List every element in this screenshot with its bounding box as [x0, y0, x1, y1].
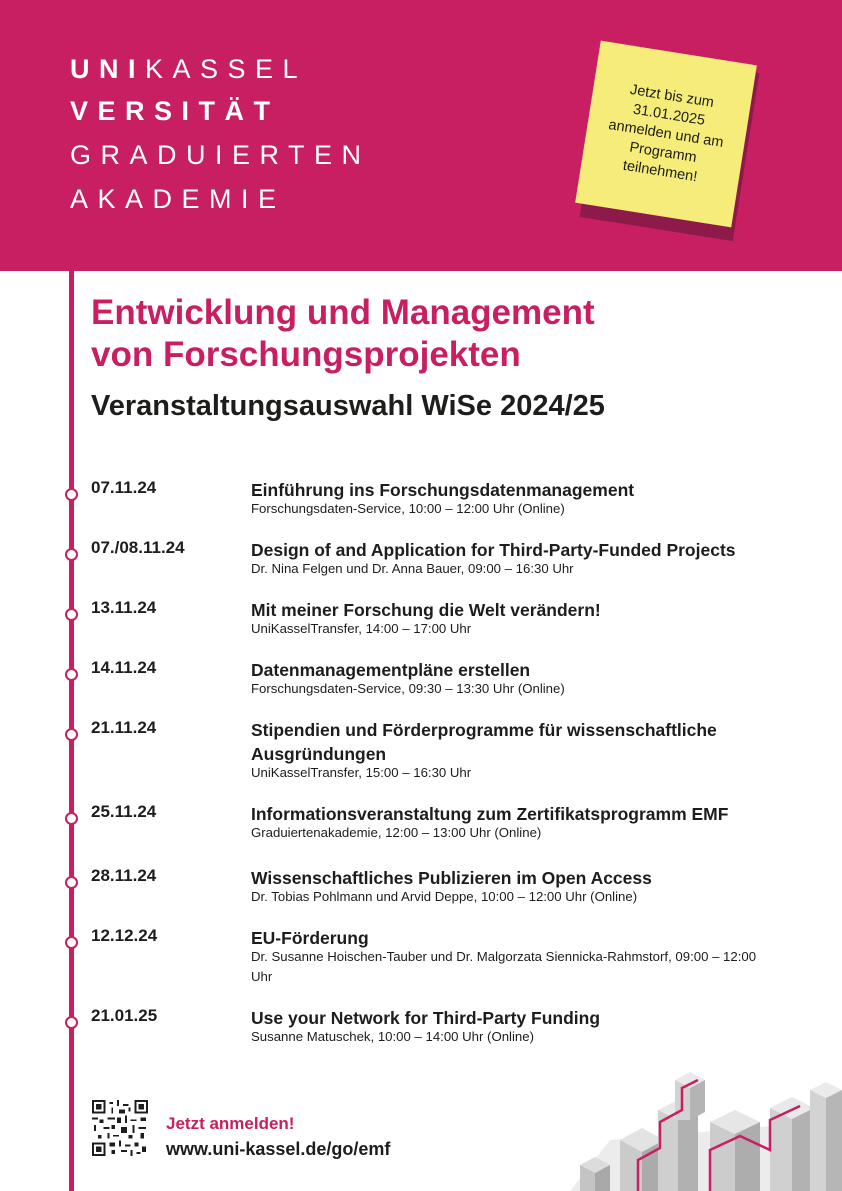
event-info: Susanne Matuschek, 10:00 – 14:00 Uhr (Online)	[251, 1029, 534, 1044]
page-title	[91, 292, 595, 376]
event-info: UniKasselTransfer, 15:00 – 16:30 Uhr	[251, 765, 472, 780]
event-title: Einführung ins Forschungsdatenmanagement	[251, 480, 635, 500]
logo-graduierten: GRADUIERTEN	[70, 140, 371, 170]
page-subtitle: Veranstaltungsauswahl WiSe 2024/25	[91, 390, 605, 422]
event-info: UniKasselTransfer, 14:00 – 17:00 Uhr	[251, 621, 472, 636]
logo-akademie: AKADEMIE	[70, 184, 286, 214]
timeline-dot	[65, 876, 78, 889]
event-title: Datenmanagementpläne erstellen	[251, 660, 531, 680]
qr-code[interactable]	[92, 1100, 148, 1156]
event-info: Dr. Susanne Hoischen-Tauber und Dr. Malgorzata Siennicka-Rahmstorf, 09:00 – 12:00 Uhr	[251, 949, 757, 984]
timeline-dot	[65, 812, 78, 825]
event-info: Graduiertenakademie, 12:00 – 13:00 Uhr (Online)	[251, 825, 542, 840]
title-line-2: von Forschungsprojekten	[91, 335, 521, 374]
event-date: 07./08.11.24	[91, 538, 185, 557]
timeline-dot	[65, 608, 78, 621]
event-info: Dr. Tobias Pohlmann und Arvid Deppe, 10:00 – 12:00 Uhr (Online)	[251, 889, 638, 904]
event-date: 21.11.24	[91, 718, 157, 737]
event-title: Wissenschaftliches Publizieren im Open Access	[251, 868, 652, 888]
event-title: Use your Network for Third-Party Funding	[251, 1008, 601, 1028]
event-info: Dr. Nina Felgen und Dr. Anna Bauer, 09:00 – 16:30 Uhr	[251, 561, 574, 576]
title-line-1: Entwicklung und Management	[91, 293, 595, 332]
header-banner	[0, 0, 842, 271]
postit-note	[575, 41, 757, 228]
isometric-cubes-graphic	[470, 1050, 842, 1191]
event-title: EU-Förderung	[251, 928, 369, 948]
event-info: Forschungsdaten-Service, 09:30 – 13:30 Uhr (Online)	[251, 681, 565, 696]
timeline-dot	[65, 488, 78, 501]
event-date: 25.11.24	[91, 802, 157, 821]
event-date: 13.11.24	[91, 598, 157, 617]
event-info: Forschungsdaten-Service, 10:00 – 12:00 Uhr (Online)	[251, 501, 565, 516]
event-date: 14.11.24	[91, 658, 157, 677]
logo-uni: UNI	[70, 54, 145, 84]
event-date: 21.01.25	[91, 1006, 158, 1025]
logo-versitaet: VERSITÄT	[70, 96, 280, 126]
event-title: Mit meiner Forschung die Welt verändern!	[251, 600, 601, 620]
event-title: Design of and Application for Third-Party-Funded Projects	[251, 540, 736, 560]
event-date: 28.11.24	[91, 866, 157, 885]
postit-text: Jetzt bis zum 31.01.2025 anmelden und am Programm teilnehmen!	[607, 81, 725, 185]
cta-link[interactable]: www.uni-kassel.de/go/emf	[166, 1139, 391, 1159]
event-date: 07.11.24	[91, 478, 157, 497]
timeline-dot	[65, 728, 78, 741]
cta-label: Jetzt anmelden!	[166, 1114, 295, 1133]
timeline-dot	[65, 1016, 78, 1029]
event-title: Informationsveranstaltung zum Zertifikatsprogramm EMF	[251, 804, 729, 824]
timeline-dot	[65, 668, 78, 681]
logo-kassel: KASSEL	[145, 54, 308, 84]
event-date: 12.12.24	[91, 926, 158, 945]
event-title: Stipendien und Förderprogramme für wissenschaftliche Ausgründungen	[251, 720, 717, 764]
timeline-dot	[65, 548, 78, 561]
timeline-dot	[65, 936, 78, 949]
